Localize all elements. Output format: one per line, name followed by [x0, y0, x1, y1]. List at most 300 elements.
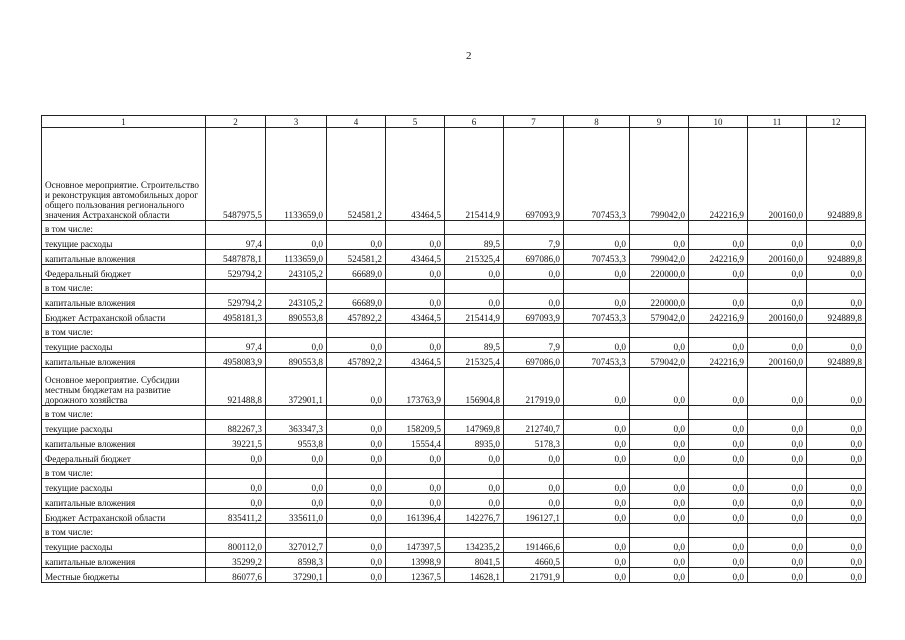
table-row — [42, 479, 866, 494]
table-cell: 0,0 — [689, 368, 748, 406]
table-row — [42, 524, 866, 538]
table-row — [42, 353, 866, 368]
column-number: 4 — [327, 116, 386, 128]
table-cell: 147969,8 — [445, 420, 504, 435]
table-cell: 14628,1 — [445, 568, 504, 583]
table-cell: 0,0 — [564, 420, 630, 435]
table-cell: 0,0 — [748, 494, 807, 509]
table-row — [42, 538, 866, 553]
table-cell: 921488,8 — [206, 368, 266, 406]
row-label: текущие расходы — [42, 338, 206, 353]
table-cell: 0,0 — [807, 420, 866, 435]
table-cell — [504, 465, 564, 479]
row-label: капитальные вложения — [42, 250, 206, 265]
table-cell: 5487878,1 — [206, 250, 266, 265]
table-cell: 0,0 — [564, 553, 630, 568]
table-cell: 524581,2 — [327, 250, 386, 265]
table-cell — [689, 465, 748, 479]
table-cell — [807, 406, 866, 420]
table-cell — [386, 221, 445, 235]
row-label: Местные бюджеты — [42, 568, 206, 583]
table-cell: 0,0 — [807, 235, 866, 250]
table-cell: 39221,5 — [206, 435, 266, 450]
table-cell: 0,0 — [689, 553, 748, 568]
table-cell: 0,0 — [564, 450, 630, 465]
table-cell — [630, 406, 689, 420]
table-cell — [504, 406, 564, 420]
row-label: текущие расходы — [42, 538, 206, 553]
table-cell — [807, 324, 866, 338]
table-cell: 89,5 — [445, 338, 504, 353]
table-cell — [445, 324, 504, 338]
table-cell: 924889,8 — [807, 128, 866, 221]
table-cell: 0,0 — [748, 368, 807, 406]
table-cell — [445, 465, 504, 479]
table-cell — [206, 406, 266, 420]
table-cell: 0,0 — [807, 568, 866, 583]
table-cell: 0,0 — [504, 450, 564, 465]
table-cell: 0,0 — [689, 435, 748, 450]
table-cell: 0,0 — [689, 509, 748, 524]
table-cell: 191466,6 — [504, 538, 564, 553]
table-cell: 0,0 — [807, 368, 866, 406]
table-cell — [386, 465, 445, 479]
table-cell: 0,0 — [327, 479, 386, 494]
table-cell: 799042,0 — [630, 128, 689, 221]
column-number: 1 — [42, 116, 206, 128]
table-cell: 0,0 — [564, 509, 630, 524]
table-cell: 0,0 — [807, 494, 866, 509]
table-cell — [266, 465, 327, 479]
table-cell: 0,0 — [689, 494, 748, 509]
row-label: в том числе: — [42, 221, 206, 235]
table-cell: 0,0 — [748, 235, 807, 250]
table-cell: 0,0 — [386, 338, 445, 353]
table-cell: 0,0 — [327, 568, 386, 583]
row-label: капитальные вложения — [42, 494, 206, 509]
table-cell — [206, 280, 266, 294]
row-label: капитальные вложения — [42, 353, 206, 368]
table-cell: 890553,8 — [266, 353, 327, 368]
table-cell: 21791,9 — [504, 568, 564, 583]
table-cell: 0,0 — [327, 538, 386, 553]
table-cell: 15554,4 — [386, 435, 445, 450]
table-cell: 0,0 — [266, 338, 327, 353]
table-cell — [630, 221, 689, 235]
table-cell — [748, 524, 807, 538]
table-cell — [327, 465, 386, 479]
table-cell: 0,0 — [445, 479, 504, 494]
table-cell — [748, 221, 807, 235]
table-cell: 0,0 — [630, 235, 689, 250]
table-cell: 200160,0 — [748, 250, 807, 265]
table-cell: 0,0 — [630, 450, 689, 465]
table-cell: 0,0 — [386, 265, 445, 280]
table-cell: 220000,0 — [630, 265, 689, 280]
table-cell: 0,0 — [748, 420, 807, 435]
table-cell — [689, 406, 748, 420]
table-cell: 0,0 — [748, 509, 807, 524]
table-cell — [807, 465, 866, 479]
table-cell: 217919,0 — [504, 368, 564, 406]
table-cell: 5178,3 — [504, 435, 564, 450]
table-cell: 529794,2 — [206, 294, 266, 309]
table-cell: 0,0 — [748, 338, 807, 353]
row-label: текущие расходы — [42, 235, 206, 250]
table-row — [42, 221, 866, 235]
table-cell: 335611,0 — [266, 509, 327, 524]
table-cell: 890553,8 — [266, 309, 327, 324]
table-cell: 0,0 — [630, 479, 689, 494]
table-cell: 43464,5 — [386, 250, 445, 265]
table-cell: 0,0 — [564, 265, 630, 280]
table-cell: 200160,0 — [748, 309, 807, 324]
table-cell: 200160,0 — [748, 353, 807, 368]
table-cell: 579042,0 — [630, 353, 689, 368]
table-cell: 0,0 — [807, 450, 866, 465]
table-row — [42, 494, 866, 509]
row-label: текущие расходы — [42, 479, 206, 494]
table-cell: 0,0 — [327, 338, 386, 353]
row-label: Бюджет Астраханской области — [42, 309, 206, 324]
table-cell: 0,0 — [564, 479, 630, 494]
table-cell — [564, 324, 630, 338]
column-number: 8 — [564, 116, 630, 128]
table-cell — [504, 280, 564, 294]
table-cell — [504, 221, 564, 235]
table-cell — [689, 524, 748, 538]
column-number: 12 — [807, 116, 866, 128]
table-cell: 12367,5 — [386, 568, 445, 583]
table-cell: 0,0 — [807, 294, 866, 309]
table-cell: 0,0 — [564, 294, 630, 309]
table-cell: 0,0 — [689, 538, 748, 553]
table-cell — [630, 465, 689, 479]
table-cell: 0,0 — [630, 494, 689, 509]
table-row — [42, 265, 866, 280]
table-cell: 215414,9 — [445, 309, 504, 324]
table-cell — [564, 221, 630, 235]
table-cell: 0,0 — [807, 553, 866, 568]
table-cell: 707453,3 — [564, 353, 630, 368]
table-cell — [564, 280, 630, 294]
table-row — [42, 309, 866, 324]
table-cell: 200160,0 — [748, 128, 807, 221]
table-cell: 4660,5 — [504, 553, 564, 568]
table-cell: 0,0 — [327, 509, 386, 524]
table-cell: 9553,8 — [266, 435, 327, 450]
table-cell: 0,0 — [748, 553, 807, 568]
table-cell: 215414,9 — [445, 128, 504, 221]
table-cell: 142276,7 — [445, 509, 504, 524]
table-row — [42, 280, 866, 294]
table-cell: 0,0 — [630, 435, 689, 450]
table-cell: 156904,8 — [445, 368, 504, 406]
table-cell: 0,0 — [266, 450, 327, 465]
table-cell: 7,9 — [504, 235, 564, 250]
table-cell: 707453,3 — [564, 250, 630, 265]
row-label: в том числе: — [42, 465, 206, 479]
table-cell: 0,0 — [504, 265, 564, 280]
table-cell: 457892,2 — [327, 309, 386, 324]
row-label: в том числе: — [42, 524, 206, 538]
table-cell: 0,0 — [386, 450, 445, 465]
table-cell — [266, 524, 327, 538]
table-cell: 0,0 — [445, 265, 504, 280]
table-cell — [266, 221, 327, 235]
table-cell — [807, 280, 866, 294]
table-cell: 0,0 — [504, 294, 564, 309]
table-cell: 0,0 — [630, 368, 689, 406]
row-label: капитальные вложения — [42, 294, 206, 309]
table-cell: 457892,2 — [327, 353, 386, 368]
table-cell: 66689,0 — [327, 294, 386, 309]
table-cell — [504, 524, 564, 538]
table-cell: 196127,1 — [504, 509, 564, 524]
table-cell — [206, 324, 266, 338]
table-cell — [445, 280, 504, 294]
table-cell: 924889,8 — [807, 250, 866, 265]
table-cell: 97,4 — [206, 235, 266, 250]
table-cell — [689, 221, 748, 235]
table-cell: 35299,2 — [206, 553, 266, 568]
table-cell — [564, 465, 630, 479]
table-cell: 86077,6 — [206, 568, 266, 583]
table-cell: 799042,0 — [630, 250, 689, 265]
column-number: 7 — [504, 116, 564, 128]
table-row — [42, 420, 866, 435]
table-row — [42, 294, 866, 309]
table-cell: 8598,3 — [266, 553, 327, 568]
table-row — [42, 250, 866, 265]
table-cell: 0,0 — [748, 294, 807, 309]
table-cell: 0,0 — [630, 568, 689, 583]
table-cell: 0,0 — [748, 479, 807, 494]
table-cell — [807, 221, 866, 235]
table-cell — [386, 524, 445, 538]
table-row — [42, 568, 866, 583]
table-row — [42, 509, 866, 524]
table-cell: 0,0 — [327, 435, 386, 450]
table-cell — [748, 465, 807, 479]
table-cell: 0,0 — [445, 494, 504, 509]
table-cell: 0,0 — [206, 479, 266, 494]
table-cell: 0,0 — [504, 479, 564, 494]
table-cell — [206, 524, 266, 538]
table-cell: 4958181,3 — [206, 309, 266, 324]
table-cell: 243105,2 — [266, 294, 327, 309]
table-cell: 0,0 — [689, 235, 748, 250]
table-row — [42, 465, 866, 479]
table-cell: 697093,9 — [504, 309, 564, 324]
table-cell: 242216,9 — [689, 128, 748, 221]
column-number: 2 — [206, 116, 266, 128]
table-row — [42, 553, 866, 568]
table-row — [42, 128, 866, 221]
table-cell: 0,0 — [630, 538, 689, 553]
table-cell — [445, 221, 504, 235]
table-cell — [564, 524, 630, 538]
table-cell: 147397,5 — [386, 538, 445, 553]
table-cell — [266, 324, 327, 338]
table-cell: 13998,9 — [386, 553, 445, 568]
table-cell: 0,0 — [564, 568, 630, 583]
table-cell — [206, 221, 266, 235]
row-label: Бюджет Астраханской области — [42, 509, 206, 524]
table-cell: 220000,0 — [630, 294, 689, 309]
table-cell: 242216,9 — [689, 309, 748, 324]
table-cell — [327, 406, 386, 420]
table-cell — [386, 324, 445, 338]
table-cell: 0,0 — [445, 450, 504, 465]
table-cell: 0,0 — [564, 435, 630, 450]
column-number-row — [42, 116, 866, 128]
table-cell — [327, 324, 386, 338]
row-label: текущие расходы — [42, 420, 206, 435]
table-row — [42, 324, 866, 338]
table-cell: 363347,3 — [266, 420, 327, 435]
table-cell: 882267,3 — [206, 420, 266, 435]
table-cell: 0,0 — [630, 420, 689, 435]
table-cell — [504, 324, 564, 338]
table-cell: 0,0 — [748, 568, 807, 583]
table-cell: 579042,0 — [630, 309, 689, 324]
table-cell — [206, 465, 266, 479]
table-cell: 524581,2 — [327, 128, 386, 221]
row-label: в том числе: — [42, 324, 206, 338]
table-cell: 97,4 — [206, 338, 266, 353]
table-cell: 161396,4 — [386, 509, 445, 524]
table-cell: 8041,5 — [445, 553, 504, 568]
table-cell: 0,0 — [564, 494, 630, 509]
table-cell: 242216,9 — [689, 250, 748, 265]
table-cell: 0,0 — [689, 265, 748, 280]
table-cell: 4958083,9 — [206, 353, 266, 368]
table-cell: 707453,3 — [564, 309, 630, 324]
table-cell — [266, 406, 327, 420]
table-cell — [807, 524, 866, 538]
budget-table — [41, 115, 866, 583]
table-cell — [748, 280, 807, 294]
table-cell: 0,0 — [327, 235, 386, 250]
table-cell — [445, 524, 504, 538]
row-label: в том числе: — [42, 406, 206, 420]
table-cell — [386, 406, 445, 420]
table-cell: 212740,7 — [504, 420, 564, 435]
table-row — [42, 368, 866, 406]
table-cell — [386, 280, 445, 294]
table-cell: 0,0 — [206, 494, 266, 509]
table-cell: 1133659,0 — [266, 250, 327, 265]
page-number: 2 — [466, 50, 472, 62]
table-cell: 0,0 — [807, 538, 866, 553]
table-row — [42, 435, 866, 450]
table-cell: 924889,8 — [807, 309, 866, 324]
table-cell — [445, 406, 504, 420]
column-number: 11 — [748, 116, 807, 128]
table-cell: 0,0 — [807, 435, 866, 450]
table-cell: 0,0 — [807, 479, 866, 494]
table-cell: 243105,2 — [266, 265, 327, 280]
table-cell: 327012,7 — [266, 538, 327, 553]
table-cell: 924889,8 — [807, 353, 866, 368]
table-cell: 529794,2 — [206, 265, 266, 280]
table-cell — [689, 324, 748, 338]
table-cell: 0,0 — [327, 494, 386, 509]
table-cell: 0,0 — [445, 294, 504, 309]
table-row — [42, 235, 866, 250]
table-cell — [564, 406, 630, 420]
table-cell: 215325,4 — [445, 353, 504, 368]
table-cell: 0,0 — [630, 338, 689, 353]
row-label: в том числе: — [42, 280, 206, 294]
table-cell — [630, 280, 689, 294]
table-cell — [689, 280, 748, 294]
table-cell: 1133659,0 — [266, 128, 327, 221]
table-cell: 8935,0 — [445, 435, 504, 450]
table-row — [42, 338, 866, 353]
table-cell: 242216,9 — [689, 353, 748, 368]
table-cell: 43464,5 — [386, 353, 445, 368]
column-number: 9 — [630, 116, 689, 128]
table-cell: 0,0 — [266, 494, 327, 509]
table-cell: 0,0 — [689, 568, 748, 583]
table-cell — [327, 280, 386, 294]
table-cell: 0,0 — [689, 420, 748, 435]
row-label: Основное мероприятие. Субсидии местным бюджетам на развитие дорожного хозяйства — [42, 368, 206, 406]
table-cell: 0,0 — [327, 420, 386, 435]
table-cell: 0,0 — [266, 479, 327, 494]
table-cell: 89,5 — [445, 235, 504, 250]
table-cell — [327, 524, 386, 538]
table-cell: 0,0 — [564, 368, 630, 406]
table-cell: 0,0 — [564, 338, 630, 353]
table-cell: 0,0 — [807, 509, 866, 524]
table-row — [42, 450, 866, 465]
table-cell: 7,9 — [504, 338, 564, 353]
table-cell: 0,0 — [689, 338, 748, 353]
table-cell: 43464,5 — [386, 309, 445, 324]
table-cell: 0,0 — [386, 494, 445, 509]
table-cell: 0,0 — [630, 509, 689, 524]
table-cell: 0,0 — [206, 450, 266, 465]
column-number: 10 — [689, 116, 748, 128]
table-cell — [630, 524, 689, 538]
table-cell: 697086,0 — [504, 353, 564, 368]
table-cell: 0,0 — [630, 553, 689, 568]
table-cell: 697086,0 — [504, 250, 564, 265]
table-cell — [748, 406, 807, 420]
row-label: Федеральный бюджет — [42, 450, 206, 465]
table-cell: 5487975,5 — [206, 128, 266, 221]
table-cell: 800112,0 — [206, 538, 266, 553]
table-cell — [630, 324, 689, 338]
row-label: капитальные вложения — [42, 435, 206, 450]
table-cell: 0,0 — [386, 479, 445, 494]
table-cell: 372901,1 — [266, 368, 327, 406]
table-cell: 0,0 — [748, 538, 807, 553]
table-cell: 43464,5 — [386, 128, 445, 221]
table-cell: 0,0 — [327, 553, 386, 568]
table-cell: 66689,0 — [327, 265, 386, 280]
table-cell: 0,0 — [807, 265, 866, 280]
table-cell: 0,0 — [564, 235, 630, 250]
table-cell: 0,0 — [266, 235, 327, 250]
table-cell: 0,0 — [689, 479, 748, 494]
row-label: Федеральный бюджет — [42, 265, 206, 280]
row-label: капитальные вложения — [42, 553, 206, 568]
table-cell: 0,0 — [689, 450, 748, 465]
